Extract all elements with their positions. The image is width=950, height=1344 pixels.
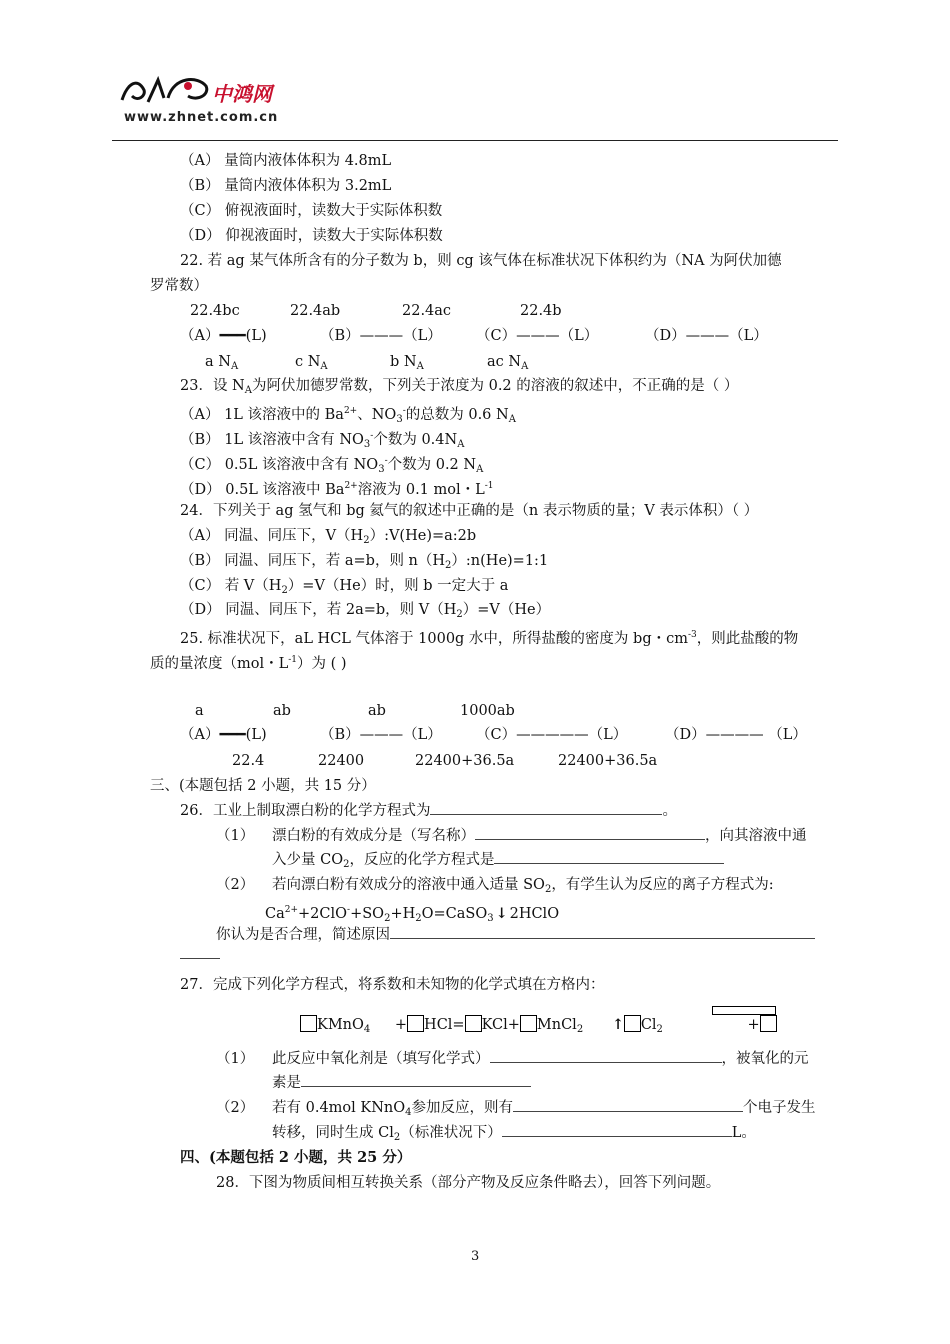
q24-option-b: （B） 同温、同压下，若 a=b，则 $n(H_2):n(He)=1:1$ (180, 553, 549, 571)
logo-url: www.zhnet.com.cn (124, 110, 279, 125)
section-3-heading: 三、(本题包括 2 小题，共 15 分） (150, 778, 376, 794)
coef-box-unknown[interactable] (760, 1015, 777, 1032)
q28-stem: 28．下图为物质间相互转换关系（部分产物及反应条件略去），回答下列问题。 (216, 1175, 721, 1191)
q22-den-d: ac $N_A$ (487, 354, 529, 372)
q27-oxidant-blank[interactable] (490, 1052, 722, 1063)
q23-option-b: （B） 1L 该溶液中含有 $NO_3^-$个数为 $0.4N_A$ (180, 431, 465, 450)
q26-p1-num: （1） (216, 828, 255, 844)
q22-num-d: 22.4b (520, 303, 562, 319)
q25-num-c: ab (368, 703, 386, 719)
page-number: 3 (471, 1249, 480, 1264)
logo (118, 72, 288, 132)
q26-p1-blank-1[interactable] (475, 829, 705, 840)
q26-reason-blank[interactable] (390, 928, 815, 939)
q27-upper-blank-box[interactable] (712, 1006, 776, 1015)
q26-reason-blank-2[interactable] (180, 958, 220, 959)
q27-electrons-blank[interactable] (513, 1101, 743, 1112)
q27-equation: KMnO$_4$ + HCl= KCl+ MnCl$_2$ ↑ $Cl_2$ + (300, 1015, 777, 1039)
q22-den-a: a $N_A$ (205, 354, 239, 372)
coef-box-kmno4[interactable] (300, 1015, 317, 1032)
gas-arrow-icon: ↑ (611, 1016, 624, 1033)
q22-stem-1: 22. 若 ag 某气体所含有的分子数为 b，则 cg 该气体在标准状况下体积约为（NA 为阿伏加德 (180, 253, 782, 269)
coef-box-mncl2[interactable] (520, 1015, 537, 1032)
q25-stem-2: 质的量浓度（mol・$L^{-1}$）为 ( ) (150, 655, 347, 672)
q22-option-d: （D）———（L） (645, 328, 768, 344)
q22-stem-2: 罗常数） (150, 278, 208, 294)
section-4-heading: 四、(本题包括 2 小题，共 25 分） (180, 1149, 412, 1166)
q22-den-b: c $N_A$ (295, 354, 328, 372)
q24-stem: 24．下列关于 ag 氢气和 bg 氦气的叙述中正确的是（n 表示物质的量；V 表示体积）（ ） (180, 503, 759, 519)
q25-den-b: 22400 (318, 753, 365, 769)
q27-oxidized-element-blank[interactable] (301, 1076, 531, 1087)
q25-option-d: （D）———— （L） (665, 727, 807, 743)
precipitate-arrow-icon: ↓ (495, 905, 508, 922)
q26-p1-line1: 漂白粉的有效成分是（写名称） ，向其溶液中通 (272, 828, 807, 844)
q21-option-b: （B） 量筒内液体体积为 3.2mL (180, 178, 392, 194)
coef-box-cl2[interactable] (624, 1015, 641, 1032)
q21-option-c: （C） 俯视液面时，读数大于实际体积数 (180, 203, 443, 219)
q25-den-d: 22400+36.5a (558, 753, 658, 769)
q26-ionic-equation: $Ca^{2+}+2ClO^-+SO_2+H_2O=CaSO_3$ ↓ 2HClO (265, 905, 560, 924)
q23-stem: 23．设 $N_A$为阿伏加德罗常数，下列关于浓度为 0.2 的溶液的叙述中，不正确的是（ ） (180, 378, 739, 396)
q24-option-a: （A） 同温、同压下，$V(H_2):V(He)=a:2b$ (180, 528, 477, 546)
q25-option-b: （B）———（L） (320, 727, 442, 743)
q24-option-d: （D） 同温、同压下，若 2a=b，则 $V(H_2)=V(He)$ (180, 602, 551, 620)
q21-option-a: （A） 量筒内液体体积为 4.8mL (180, 153, 392, 169)
q23-option-c: （C） 0.5L 该溶液中含有 $NO_3^-$个数为 0.2 $N_A$ (180, 456, 484, 475)
q27-stem: 27．完成下列化学方程式，将系数和未知物的化学式填在方格内： (180, 977, 605, 993)
q26-p1-blank-2[interactable] (494, 853, 724, 864)
q22-option-a: （A）━━━(L) (180, 328, 267, 344)
q25-den-a: 22.4 (232, 753, 265, 769)
q27-p2-num: （2） (216, 1100, 255, 1116)
q27-p1-num: （1） (216, 1051, 255, 1067)
q22-option-b: （B）———（L） (320, 328, 442, 344)
q21-option-d: （D） 仰视液面时，读数大于实际体积数 (180, 228, 443, 244)
q27-p2-line1: 若有 0.4mol KNnO$_4$参加反应，则有 个电子发生 (272, 1100, 816, 1118)
header-rule (112, 140, 838, 141)
q26-p2-num: （2） (216, 877, 255, 893)
q27-p2-line2: 转移，同时生成 $Cl_2$（标准状况下） L。 (272, 1125, 756, 1143)
logo-cn: 中鸿网 (212, 82, 272, 106)
q27-volume-blank[interactable] (502, 1126, 732, 1137)
q27-p1-line1: 此反应中氧化剂是（填写化学式） ，被氧化的元 (272, 1051, 809, 1067)
q25-stem-1: 25. 标准状况下，aL HCL 气体溶于 1000g 水中，所得盐酸的密度为 bg・$cm^{-3}$，则此盐酸的物 (180, 630, 799, 647)
q22-num-b: 22.4ab (290, 303, 341, 319)
q25-num-a: a (195, 703, 204, 719)
coef-box-kcl[interactable] (465, 1015, 482, 1032)
q22-num-c: 22.4ac (402, 303, 452, 319)
q22-den-c: b $N_A$ (390, 354, 424, 372)
q25-option-c: （C）—————（L） (476, 727, 628, 743)
q25-num-d: 1000ab (460, 703, 515, 719)
q24-option-c: （C） 若 $V(H_2)=V(He)$时，则 b 一定大于 a (180, 578, 509, 596)
q25-den-c: 22400+36.5a (415, 753, 515, 769)
logo-mark-icon (118, 72, 218, 108)
q26-p2-line1: 若向漂白粉有效成分的溶液中通入适量 $SO_2$，有学生认为反应的离子方程式为: (272, 877, 774, 895)
q22-num-a: 22.4bc (190, 303, 240, 319)
q23-option-a: （A） 1L 该溶液中的 $Ba^{2+}$、$NO_3^-$的总数为 0.6 $N_A$ (180, 406, 516, 425)
q26-p1-line2: 入少量 $CO_2$，反应的化学方程式是 (272, 851, 724, 874)
coef-box-hcl[interactable] (407, 1015, 424, 1032)
q23-option-d: （D） 0.5L 该溶液中 $Ba^{2+}$溶液为 0.1 mol・$L^{-1}$ (180, 481, 494, 498)
q25-num-b: ab (273, 703, 291, 719)
q25-option-a: （A）━━━(L) (180, 727, 267, 743)
q26-answer-blank[interactable] (430, 804, 662, 815)
q22-option-c: （C）———（L） (476, 328, 599, 344)
q26-stem: 26．工业上制取漂白粉的化学方程式为 。 (180, 803, 677, 819)
q26-reason: 你认为是否合理，简述原因 (216, 926, 815, 944)
q27-p1-line2: 素是 (272, 1074, 531, 1092)
